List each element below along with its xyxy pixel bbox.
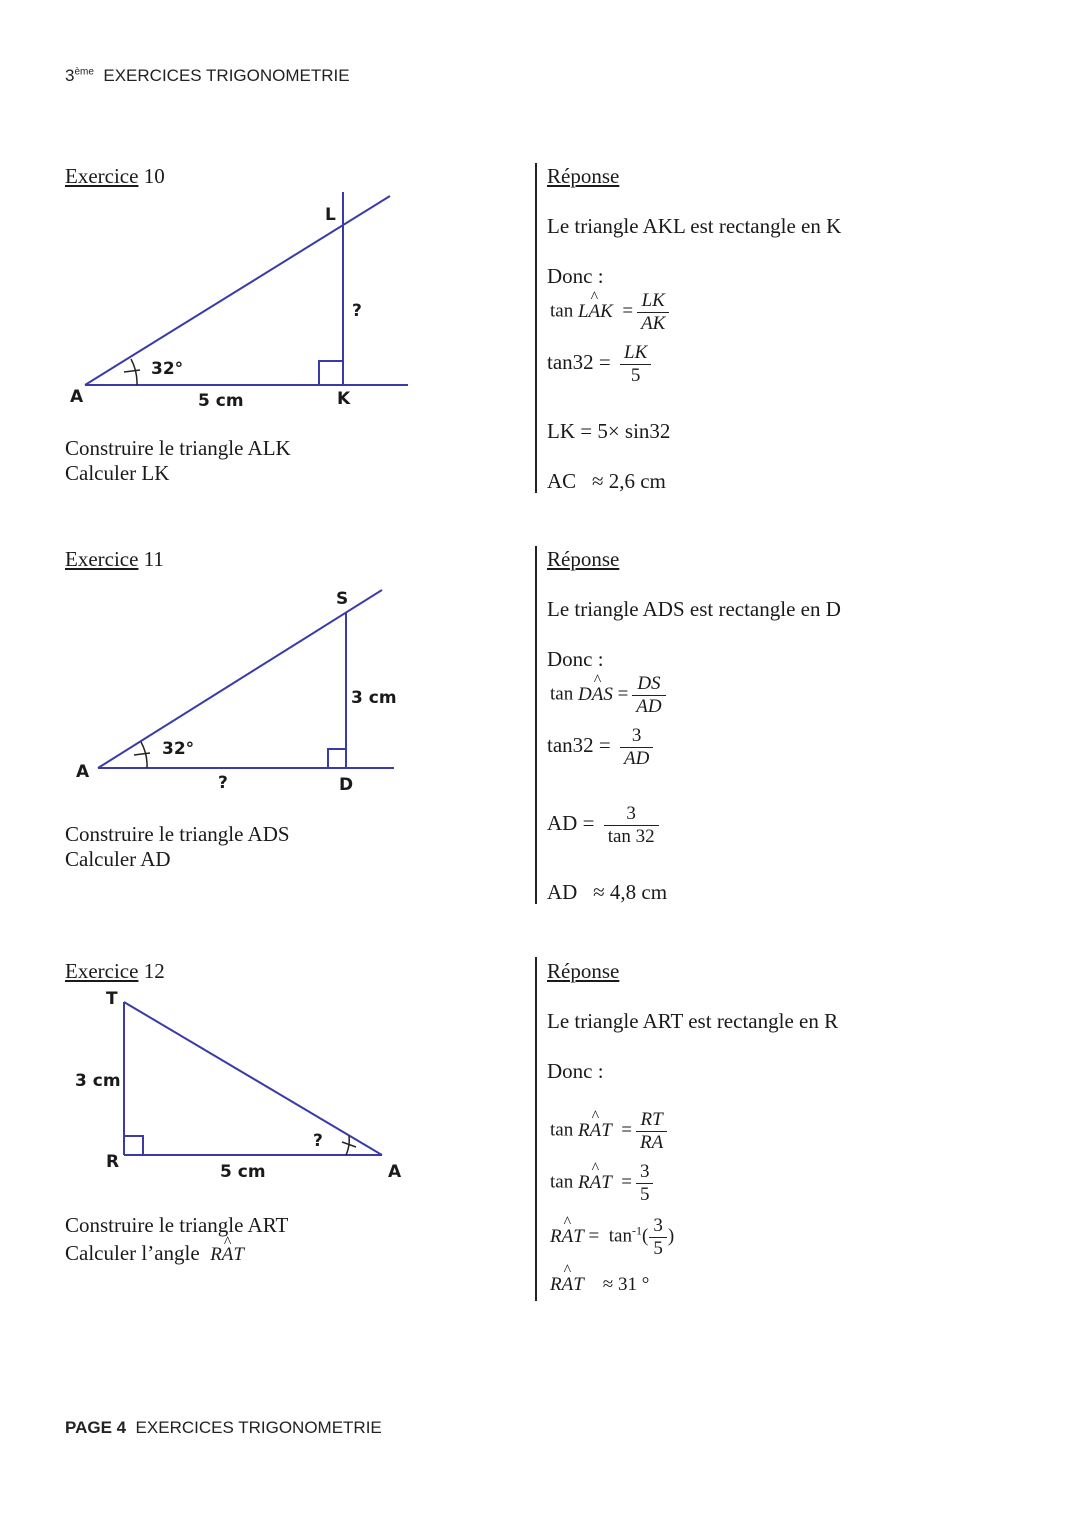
ex10-eq1-den: AK (641, 312, 666, 334)
ex11-eq2-lhs: tan32 = (547, 733, 611, 758)
ex11-task-1: Construire le triangle ADS (65, 822, 290, 846)
ex10-hypotenuse-line (85, 196, 390, 385)
ex11-eq3 (547, 803, 663, 848)
ex12-task-1: Construire le triangle ART (65, 1213, 289, 1237)
ex10-label-q: ? (352, 301, 362, 321)
ex12-task-angle-a: ^ A (222, 1241, 234, 1269)
ex12-task-2: Calculer l’angle (65, 1241, 200, 1265)
ex12-eq2-den: 5 (639, 1183, 650, 1205)
ex12-eq1-t: T (601, 1119, 612, 1141)
ex10-label-base: 5 cm (198, 391, 244, 411)
ex11-hypotenuse-line (98, 590, 382, 768)
page-header (65, 66, 350, 86)
ex11-title (65, 547, 164, 572)
ex12-eq1: tan R^ AT = $\frac{RT}{RA}$ (550, 1109, 671, 1154)
ex10-answer-donc: Donc : (547, 264, 604, 288)
footer-page: PAGE 4 (65, 1418, 127, 1437)
ex12-eq1-r: R (577, 1119, 590, 1141)
ex12-task-angle-r: R (210, 1244, 222, 1265)
ex12-label-base: 5 cm (220, 1162, 266, 1182)
ex12-title-word: Exercice (65, 959, 139, 983)
ex12-label-side: 3 cm (75, 1071, 121, 1091)
ex12-eq3-r: R (550, 1225, 562, 1247)
ex11-eq1: tan D^ AS = $\frac{DS}{AD}$ (550, 673, 670, 718)
ex10-eq1-l: L (577, 300, 589, 322)
ex12-eq3-t: T (573, 1225, 584, 1247)
ex10-label-A: A (70, 387, 84, 407)
ex12-eq2-tan: tan (550, 1171, 574, 1193)
ex12-eq3-a: ^ A (562, 1226, 574, 1248)
ex11-label-S: S (336, 589, 349, 609)
ex10-eq1-tan: tan (550, 300, 574, 322)
ex11-eq4-lhs: AD (547, 880, 578, 904)
ex11-eq1-tan: tan (550, 683, 574, 705)
ex12-eq3-tan: tan (608, 1225, 632, 1247)
ex11-label-q: ? (218, 773, 228, 793)
ex11-eq1-s: S (603, 683, 613, 705)
ex11-eq2-num: 3 (620, 725, 653, 748)
ex10-title-num: 10 (143, 164, 165, 188)
footer-title: EXERCICES TRIGONOMETRIE (135, 1418, 382, 1437)
ex11-eq3-den: tan 32 (607, 825, 655, 847)
ex10-eq4-lhs: AC (547, 469, 577, 493)
header-title: EXERCICES TRIGONOMETRIE (103, 66, 350, 85)
ex12-eq1-den: RA (639, 1131, 664, 1153)
ex11-task-2: Calculer AD (65, 847, 171, 871)
ex12-label-R: R (106, 1152, 120, 1172)
ex10-title-word: Exercice (65, 164, 139, 188)
ex10-figure (60, 188, 420, 418)
ex12-answer-line1: Le triangle ART est rectangle en R (547, 1009, 839, 1033)
ex11-angle-arc (141, 742, 147, 768)
ex11-answer (547, 547, 841, 904)
ex10-title (65, 164, 165, 189)
ex10-eq4-rhs: ≈ 2,6 cm (591, 469, 666, 493)
ex11-eq1-den: AD (636, 695, 662, 717)
ex10-label-K: K (337, 389, 351, 409)
ex12-label-A: A (388, 1162, 402, 1182)
ex12-angle-arc (346, 1136, 349, 1155)
ex10-answer (547, 164, 842, 493)
ex10-answer-title: Réponse (547, 164, 620, 188)
ex11-label-D: D (339, 775, 354, 795)
ex11-eq3-num: 3 (604, 803, 659, 826)
ex12-label-T: T (106, 989, 118, 1009)
ex12-eq4 (550, 1274, 649, 1296)
ex12-task-angle-t: T (233, 1244, 244, 1265)
header-level-sup: ème (74, 66, 94, 78)
ex10-answer-line1: Le triangle AKL est rectangle en K (547, 214, 842, 238)
ex10-tasks (65, 436, 291, 486)
ex10-right-angle-mark (319, 361, 343, 385)
ex12-task-2-line (65, 1239, 288, 1269)
ex11-angle-tick (134, 753, 150, 755)
ex12-eq2: tan R^ AT = $\frac{3}{5}$ (550, 1161, 657, 1206)
ex12-eq1-a: ^ A (590, 1120, 602, 1142)
ex10-eq2-lhs: tan32 = (547, 350, 611, 375)
ex12-eq4-a: ^ A (562, 1274, 574, 1296)
ex10-eq1-k: K (600, 300, 613, 322)
ex12-eq4-rhs: ≈ 31 ° (602, 1274, 650, 1295)
ex10-eq3: LK = 5× sin32 (547, 419, 671, 443)
ex10-eq2 (547, 342, 655, 387)
ex11-eq3-lhs: AD = (547, 811, 595, 836)
ex11-eq4-rhs: ≈ 4,8 cm (593, 880, 668, 904)
ex11-answer-title: Réponse (547, 547, 620, 571)
ex10-eq2-den: 5 (630, 364, 641, 386)
ex10-task-1: Construire le triangle ALK (65, 436, 291, 460)
ex12-eq3: R^ AT = $\tan^{-1}$( $\frac{3}{5}$ ) (550, 1215, 674, 1260)
ex11-answer-donc: Donc : (547, 647, 604, 671)
ex11-figure (60, 580, 420, 810)
ex11-label-side: 3 cm (351, 688, 397, 708)
ex10-angle-arc (131, 359, 137, 385)
ex10-eq2-num: LK (620, 342, 651, 365)
ex11-eq4 (547, 880, 667, 905)
ex11-eq2 (547, 725, 657, 770)
ex11-eq1-a: ^ A (592, 684, 604, 706)
ex12-answer (547, 959, 839, 1295)
ex12-hypotenuse-line (124, 1002, 382, 1155)
ex11-eq1-num: DS (632, 673, 665, 696)
ex12-tasks (65, 1211, 288, 1269)
ex12-eq4-r: R (550, 1274, 562, 1295)
ex11-tasks (65, 822, 290, 872)
ex12-eq2-num: 3 (636, 1161, 654, 1184)
ex12-eq4-t: T (573, 1274, 584, 1295)
ex12-figure (60, 980, 420, 1200)
ex11-label-angle: 32° (162, 739, 195, 759)
ex12-label-q: ? (313, 1131, 323, 1151)
ex11-right-angle-mark (328, 749, 346, 768)
ex10-eq1-num: LK (637, 290, 669, 313)
page-footer (65, 1418, 382, 1438)
ex11-label-A: A (76, 762, 90, 782)
ex10-task-2: Calculer LK (65, 461, 170, 485)
ex12-eq1-num: RT (636, 1109, 667, 1132)
ex12-right-angle-mark (124, 1136, 143, 1155)
ex10-eq1-a: ^ A (589, 301, 601, 323)
ex11-divider (535, 546, 537, 904)
ex11-eq1-d: D (577, 683, 592, 705)
ex12-eq2-r: R (577, 1171, 590, 1193)
ex12-eq3-exp: -1 (631, 1223, 642, 1238)
ex12-eq1-tan: tan (550, 1119, 574, 1141)
ex10-angle-tick (124, 370, 140, 372)
ex10-eq4 (547, 469, 666, 494)
ex12-eq2-t: T (601, 1171, 612, 1193)
ex12-eq2-a: ^ A (590, 1172, 602, 1194)
ex11-answer-line1: Le triangle ADS est rectangle en D (547, 597, 841, 621)
ex12-answer-donc: Donc : (547, 1059, 604, 1083)
ex10-label-L: L (325, 205, 336, 225)
ex12-eq3-den: 5 (653, 1237, 663, 1259)
ex11-eq2-den: AD (624, 747, 650, 769)
ex12-eq3-num: 3 (649, 1215, 667, 1238)
ex11-title-num: 11 (143, 547, 164, 571)
ex12-title-num: 12 (143, 959, 165, 983)
ex11-title-word: Exercice (65, 547, 139, 571)
header-level: 3 (65, 66, 75, 85)
ex10-label-angle: 32° (151, 359, 184, 379)
ex12-divider (535, 957, 537, 1301)
ex12-answer-title: Réponse (547, 959, 620, 983)
ex10-eq1: tan L^ AK = $\frac{LK}{AK}$ (550, 290, 673, 335)
ex10-divider (535, 163, 537, 493)
